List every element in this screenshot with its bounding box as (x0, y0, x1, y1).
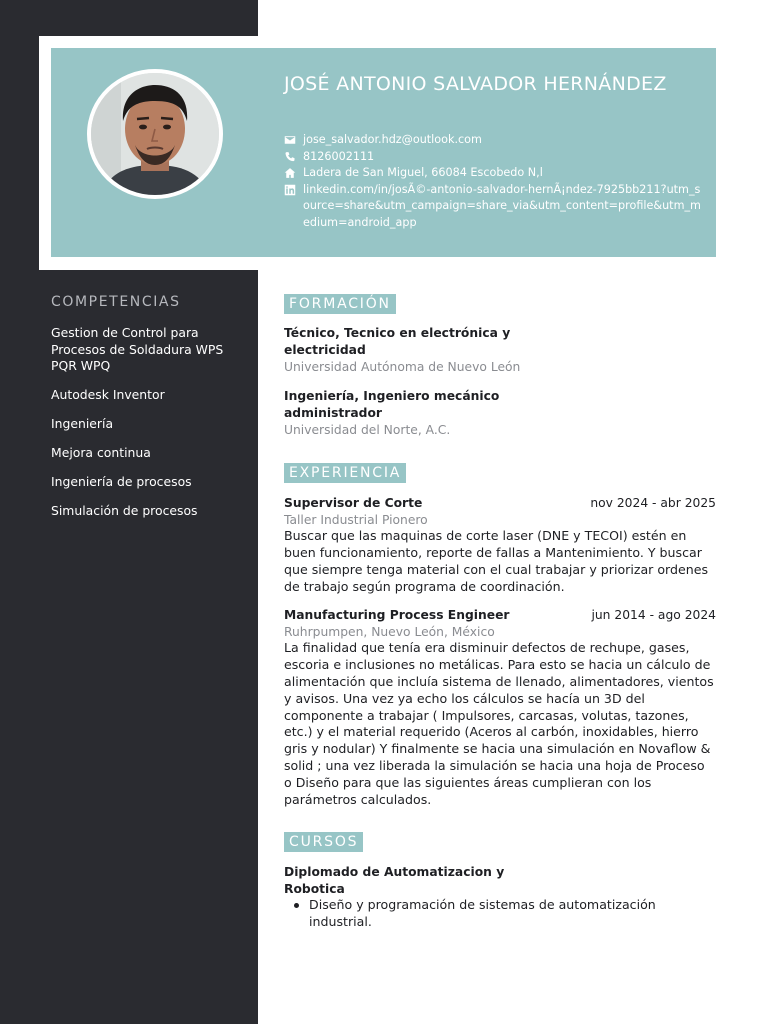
education-entry (284, 325, 524, 358)
course-bullet-item (284, 897, 684, 931)
experience-role: Supervisor de Corte (284, 496, 423, 510)
course-details (284, 897, 684, 931)
skill-item: Ingeniería (51, 416, 114, 432)
competencias-heading: COMPETENCIAS (51, 294, 181, 310)
experience-description: La finalidad que tenía era disminuir defectos de rechupe, gases, escoria e inclusiones no metálicas. Para esto se hacia un cálculo de alimentación que incluía sistema de llenado, alimentadores, vientos y avisos. Una vez ya echo los cálculos se hacía un 3D del componente a trabajar ( Impulsores, carcasas, volutas, tazones, etc.) y el material requerido (Aceros al carbón, inoxidables, hierro gris y nodular) Y finalmente se hacia una simulación en Novaflow & solid ; una vez liberada la simulación se hacia una hoja de Proceso o Diseño para que las siguientes áreas cumplieran con los parámetros calculados. (284, 640, 714, 807)
profile-photo-illustration (91, 73, 219, 195)
experience-dates: nov 2024 - abr 2025 (590, 496, 716, 510)
skill-item: Autodesk Inventor (51, 387, 165, 403)
experience-entry (284, 607, 716, 808)
experience-header (284, 607, 716, 624)
contact-address-row (284, 165, 704, 182)
skill-item: Gestion de Control para Procesos de Soldadura WPS PQR WPQ (51, 325, 224, 374)
experience-company: Taller Industrial Pionero (284, 512, 428, 527)
contact-address: Ladera de San Miguel, 66084 Escobedo N,l (303, 166, 543, 179)
competencias-list (51, 325, 246, 532)
linkedin-icon (284, 182, 303, 199)
education-degree: Ingeniería, Ingeniero mecánico administrador (284, 389, 500, 420)
bullet-dot-icon (294, 903, 299, 908)
candidate-name: JOSÉ ANTONIO SALVADOR HERNÁNDEZ (284, 73, 667, 95)
contact-email[interactable]: jose_salvador.hdz@outlook.com (303, 133, 482, 146)
experience-dates: jun 2014 - ago 2024 (591, 608, 716, 622)
experience-description: Buscar que las maquinas de corte laser (DNE y TECOI) estén en buen funcionamiento, reporte de fallas a Mantenimiento. Y buscar que siempre tenga material con el cual trabajar y priorizar ordenes de trabajo según programa de coordinación. (284, 528, 709, 594)
skill-item: Mejora continua (51, 445, 151, 461)
cursos-heading: CURSOS (284, 832, 363, 852)
education-degree: Técnico, Tecnico en electrónica y electricidad (284, 326, 511, 357)
home-icon (284, 165, 303, 182)
course-bullets (284, 897, 684, 931)
skill-item: Ingeniería de procesos (51, 474, 192, 490)
contact-linkedin[interactable]: linkedin.com/in/josÃ©-antonio-salvador-hernÃ¡ndez-7925bb211?utm_source=share&utm_campaign=share_via&utm_content=profile&utm_medium=android_app (303, 182, 701, 229)
experience-entry (284, 495, 716, 596)
course-title: Diplomado de Automatizacion y Robotica (284, 865, 505, 896)
course-bullet-text: Diseño y programación de sistemas de automatización industrial. (309, 897, 656, 929)
contact-phone[interactable]: 8126002111 (303, 149, 375, 163)
experience-role: Manufacturing Process Engineer (284, 608, 510, 622)
envelope-icon (284, 132, 303, 149)
contact-info (284, 132, 704, 231)
education-school: Universidad del Norte, A.C. (284, 423, 451, 437)
experience-company: Ruhrpumpen, Nuevo León, México (284, 624, 495, 639)
skill-item: Simulación de procesos (51, 503, 198, 519)
education-school-wrap (284, 422, 716, 439)
experiencia-heading: EXPERIENCIA (284, 463, 406, 483)
contact-phone-row (284, 149, 704, 166)
education-entry (284, 388, 524, 421)
contact-linkedin-row (284, 182, 704, 232)
profile-photo (87, 69, 223, 199)
course-entry (284, 864, 524, 897)
formacion-heading: FORMACIÓN (284, 294, 396, 314)
experience-header (284, 495, 716, 512)
education-school: Universidad Autónoma de Nuevo León (284, 360, 521, 374)
education-school-wrap (284, 359, 716, 376)
contact-email-row (284, 132, 704, 149)
phone-icon (284, 149, 303, 166)
